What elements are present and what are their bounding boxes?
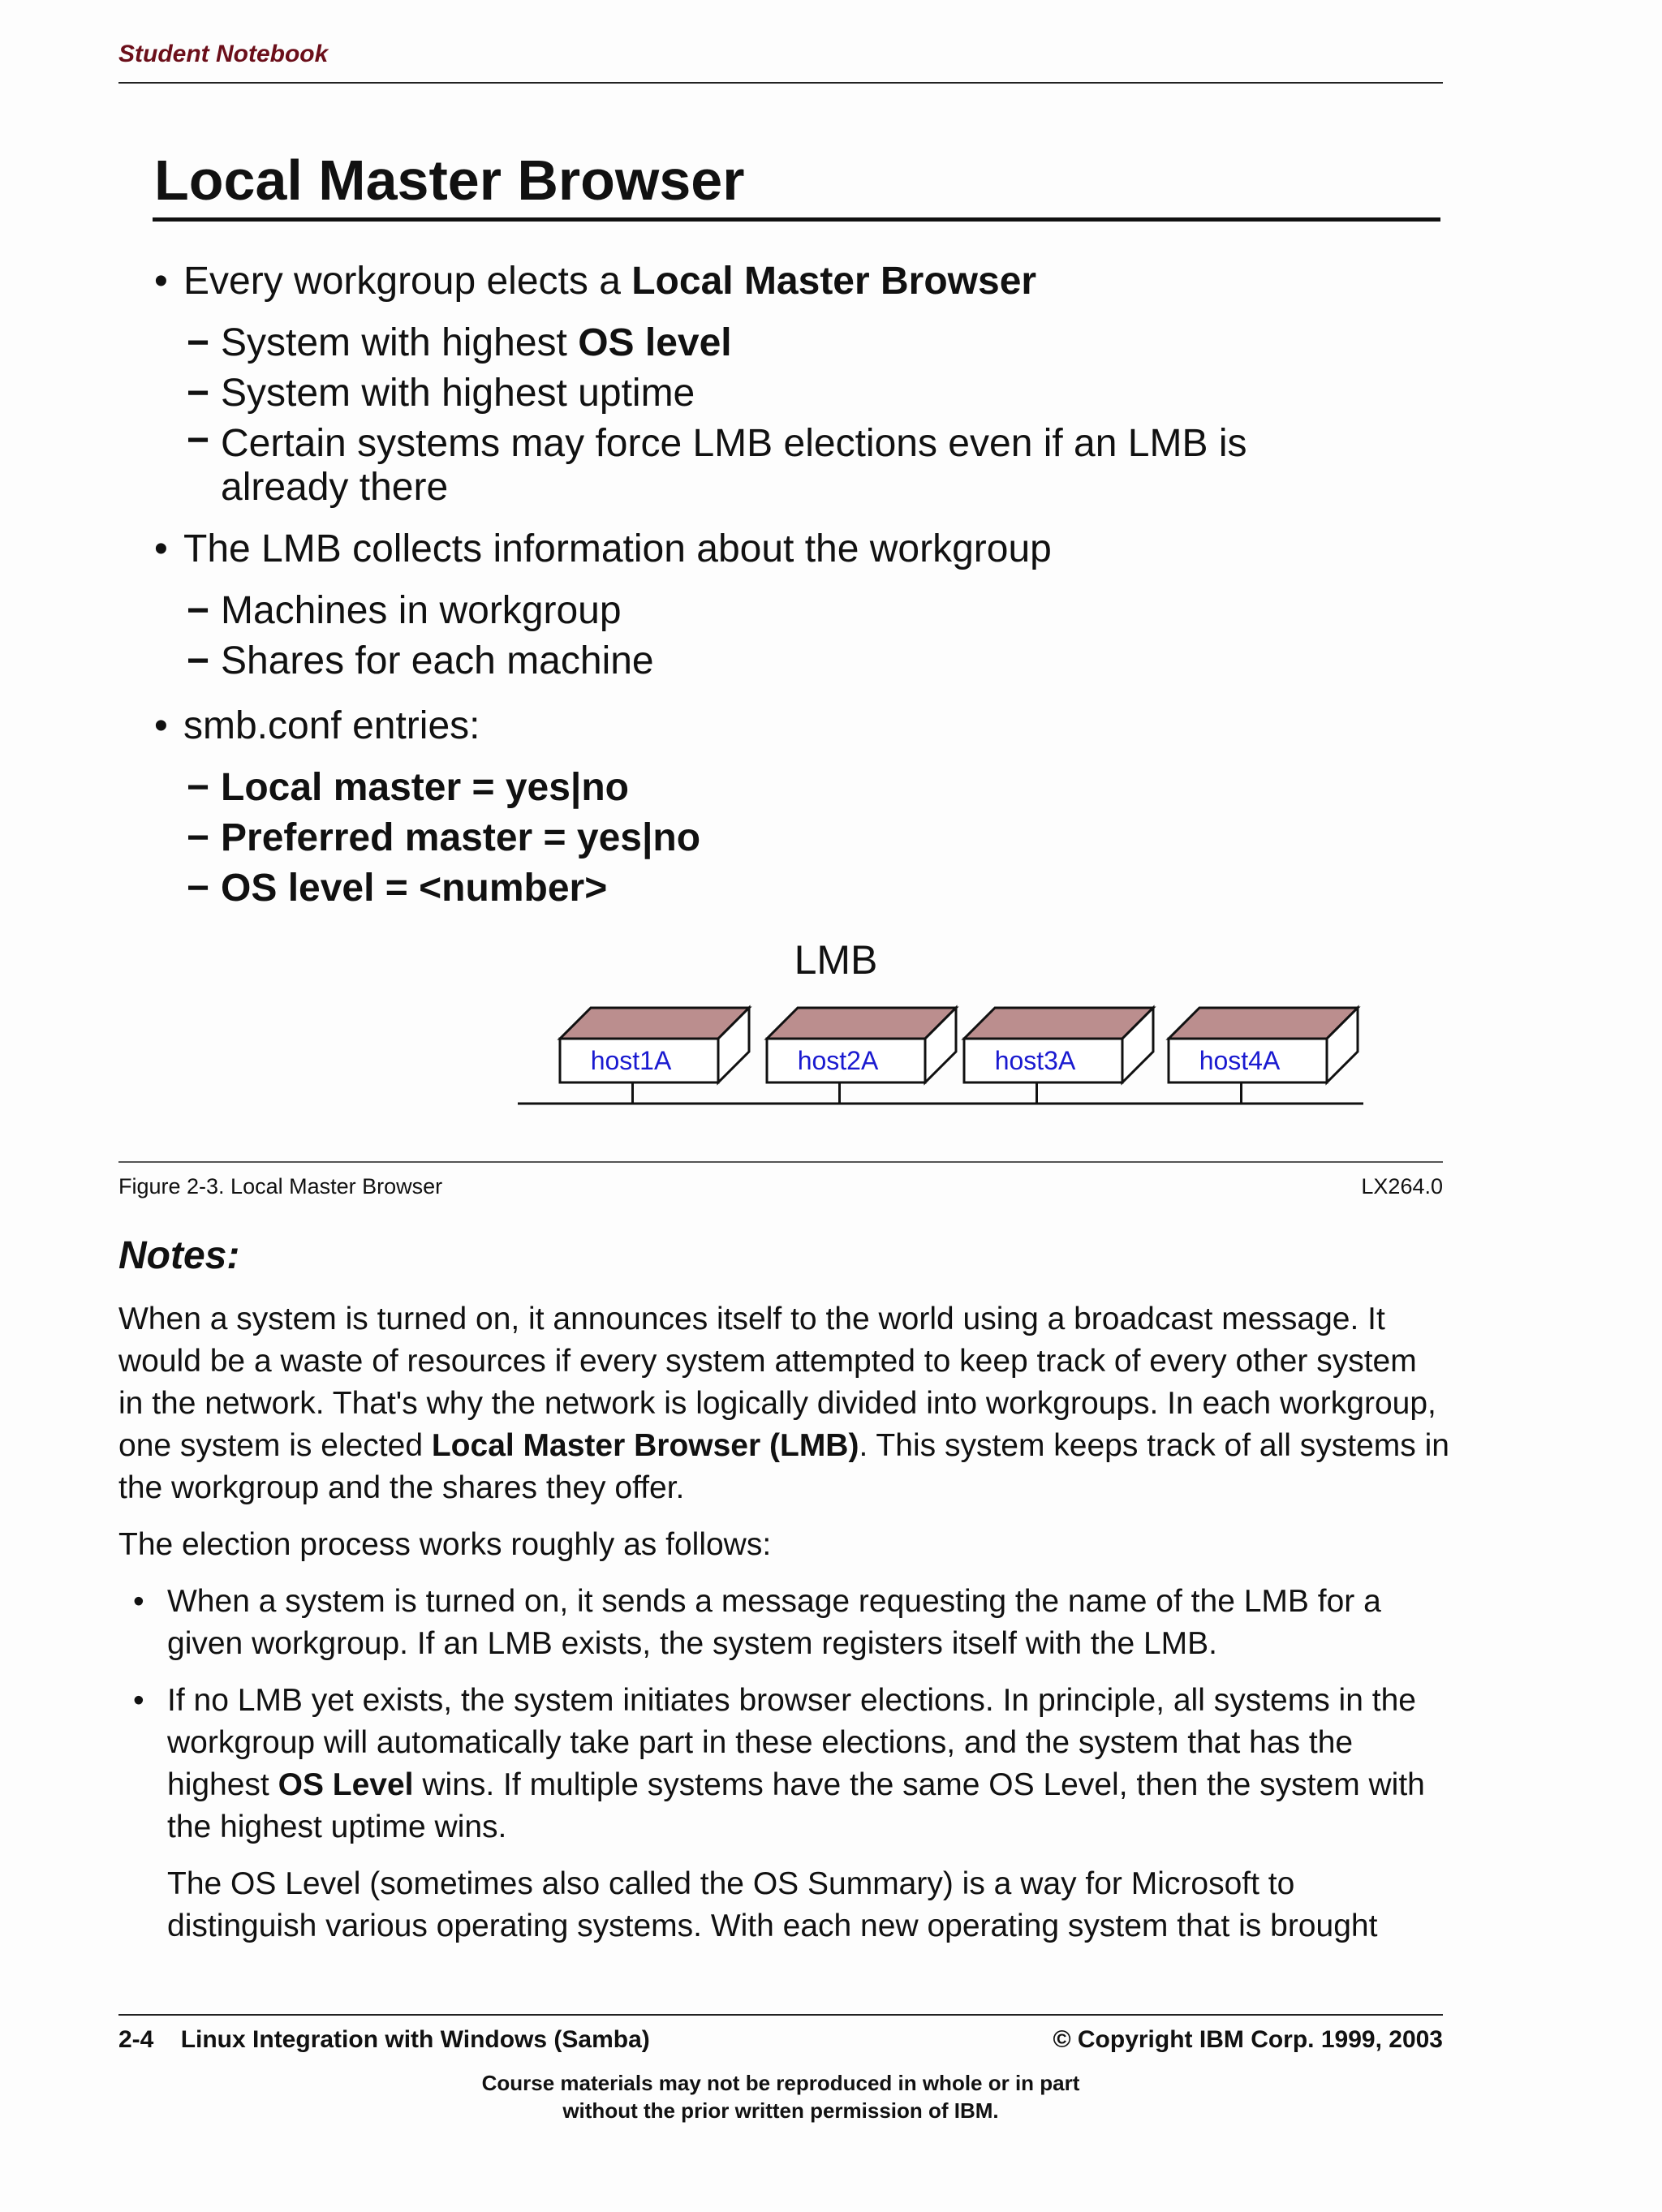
sub-bullet-item: − OS level = <number> [154,863,1469,914]
bold-term: OS level [578,321,732,364]
bullet-item: • Every workgroup elects a Local Master Browser [154,256,1469,307]
notes-paragraph: The OS Level (sometimes also called the OS Summary) is a way for Microsoft to distinguish various operating systems. With each new operating system that is brought [167,1866,1378,1943]
header-rule [118,82,1443,84]
sub-bullet-item: − Certain systems may force LMB elections even if an LMB is already there [187,419,1247,509]
figure-caption: Figure 2-3. Local Master Browser [118,1174,443,1199]
bullet-group-1 [154,256,1469,510]
bullet-group-2 [154,524,1469,686]
host-label: host2A [797,1046,879,1075]
footer-rule [118,2014,1443,2016]
bullet-item: • The LMB collects information about the workgroup [154,524,1469,575]
page-title: Local Master Browser [154,148,745,212]
notes-paragraph: When a system is turned on, it announces itself to the world using a broadcast message. It would be a waste of resources if every system attempted to keep track of every other system in the network. That's why the network is logically divided into workgroups. In each workgroup, one system is elected Local Master Browser (LMB). This system keeps track of all systems in the workgroup and the shares they offer. [118,1302,1449,1505]
bold-term: OS Level [278,1767,414,1802]
host-node [560,1008,749,1104]
sub-bullet-item: − Shares for each machine [154,636,1469,686]
sub-bullet-item: − System with highest uptime [154,368,1469,419]
dash-marker: − [187,589,210,632]
host-label: host3A [994,1046,1076,1075]
host-label: host1A [590,1046,672,1075]
dash-marker: − [187,639,210,682]
sub-bullet-item: − System with highest OS level [154,318,1469,368]
dash-marker: − [187,816,210,859]
lmb-network-diagram [511,933,1371,1128]
title-rule [153,217,1440,222]
disclaimer-line: without the prior written permission of IBM. [562,2098,999,2123]
dash-marker: − [187,419,210,462]
host-box-top [767,1008,956,1039]
dash-marker: − [187,372,210,415]
notes-paragraph: The election process works roughly as follows: [118,1527,772,1562]
notes-bullet: • When a system is turned on, it sends a message requesting the name of the LMB for a given workgroup. If an LMB exists, the system registers itself with the LMB. [118,1581,1449,1665]
bullet-marker: • [133,1683,144,1718]
footer-disclaimer [118,2069,1443,2124]
host-node [1169,1008,1358,1104]
dash-marker: − [187,321,210,364]
header-label: Student Notebook [118,41,329,67]
bold-term: Local Master Browser (LMB) [431,1428,859,1463]
disclaimer-line: Course materials may not be reproduced in whole or in part [481,2071,1080,2095]
diagram-title: LMB [794,937,878,983]
bullet-group-3 [154,701,1469,914]
figure-code: LX264.0 [1361,1174,1443,1199]
dash-marker: − [187,867,210,910]
host-label: host4A [1199,1046,1281,1075]
slide-bullets [154,256,1469,914]
bold-term: Local Master Browser [631,260,1037,303]
sub-bullet-item: − Local master = yes|no [154,763,1469,813]
footer-course-title: 2-4 Linux Integration with Windows (Samba) [118,2026,650,2053]
sub-bullet-item: − Preferred master = yes|no [154,813,1469,863]
host-nodes [560,1008,1358,1104]
host-node [964,1008,1153,1104]
bullet-item: • smb.conf entries: [154,701,1469,751]
host-node [767,1008,956,1104]
notes-heading: Notes: [118,1234,240,1277]
notes-body [118,1298,1449,1962]
host-box-top [1169,1008,1358,1039]
dash-marker: − [187,766,210,809]
sub-bullet-item: − Machines in workgroup [154,586,1469,636]
figure-rule [118,1161,1443,1163]
notes-bullet: • If no LMB yet exists, the system initiates browser elections. In principle, all systems in the workgroup will automatically take part in these elections, and the system that has the highest OS Level wins. If multiple systems have the same OS Level, then the system with the highest uptime wins. [118,1680,1449,1848]
bullet-marker: • [133,1584,144,1619]
host-box-top [964,1008,1153,1039]
host-box-top [560,1008,749,1039]
footer-copyright: © Copyright IBM Corp. 1999, 2003 [1053,2026,1443,2053]
